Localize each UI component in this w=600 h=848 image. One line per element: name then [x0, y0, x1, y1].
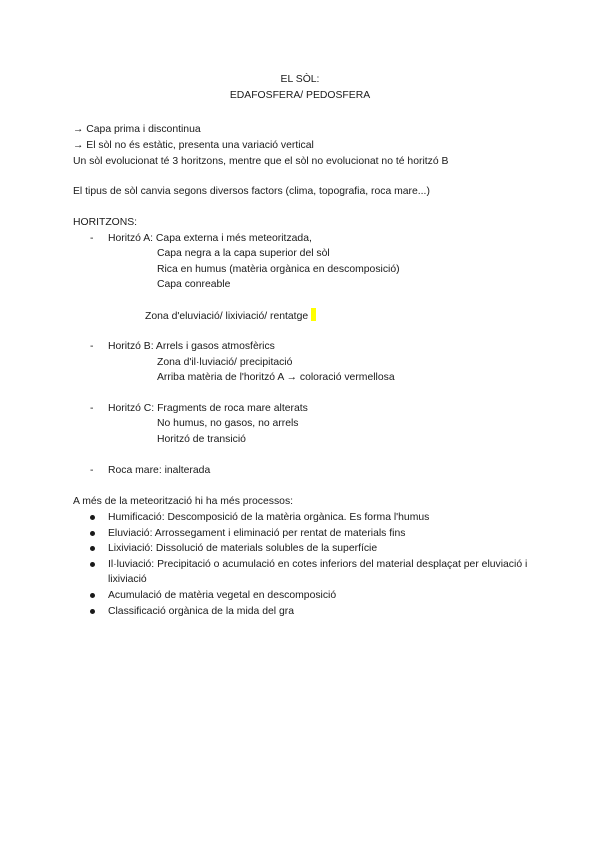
horizon-a-line-2: Rica en humus (matèria orgànica en descomposició) — [157, 264, 400, 275]
dash-marker: - — [90, 341, 94, 352]
horizon-b-line-2: Arriba matèria de l'horitzó A → coloració vermellosa — [157, 372, 395, 383]
process-item: Lixiviació: Dissolució de materials solubles de la superfície — [108, 543, 378, 554]
zone-text: Zona d'eluviació/ lixiviació/ rentatge — [145, 311, 309, 322]
horizon-a-zone — [145, 308, 316, 325]
horizon-c-title: Horitzó C: Fragments de roca mare alterats — [108, 403, 308, 414]
bullet-icon — [90, 562, 95, 567]
bullet-icon — [90, 515, 95, 520]
dash-marker: - — [90, 465, 94, 476]
horizon-b-line-1: Zona d'il·luviació/ precipitació — [157, 357, 293, 368]
horizon-a-line-1: Capa negra a la capa superior del sòl — [157, 248, 330, 259]
process-item: Il·luviació: Precipitació o acumulació en cotes inferiors del material desplaçat per eluviació i — [108, 559, 528, 570]
text-highlight — [311, 308, 316, 321]
horizon-c-line-1: No humus, no gasos, no arrels — [157, 418, 299, 429]
process-item-continuation: lixiviació — [108, 574, 147, 585]
intro-line-1: → Capa prima i discontinua — [73, 124, 201, 135]
bullet-icon — [90, 609, 95, 614]
roca-mare-text: Roca mare: inalterada — [108, 465, 211, 476]
horizon-a-line-3: Capa conreable — [157, 279, 231, 290]
title-line-1: EL SÒL: — [280, 74, 320, 85]
process-item: Humificació: Descomposició de la matèria orgànica. Es forma l'humus — [108, 512, 430, 523]
processes-heading: A més de la meteorització hi ha més processos: — [73, 496, 294, 507]
horizon-b-title: Horitzó B: Arrels i gasos atmosfèrics — [108, 341, 275, 352]
bullet-icon — [90, 531, 95, 536]
intro-line-2: → El sòl no és estàtic, presenta una variació vertical — [73, 140, 314, 151]
horizon-c-line-2: Horitzó de transició — [157, 434, 246, 445]
title-line-2: EDAFOSFERA/ PEDOSFERA — [229, 90, 371, 101]
process-item: Acumulació de matèria vegetal en descomposició — [108, 590, 337, 601]
factors-text: El tipus de sòl canvia segons diversos factors (clima, topografia, roca mare...) — [73, 186, 430, 197]
horizon-a-title: Horitzó A: Capa externa i més meteoritzada, — [108, 233, 312, 244]
bullet-icon — [90, 593, 95, 598]
horitzons-heading: HORITZONS: — [73, 217, 138, 228]
intro-line-3: Un sòl evolucionat té 3 horitzons, mentre que el sòl no evolucionat no té horitzó B — [73, 156, 449, 167]
bullet-icon — [90, 546, 95, 551]
dash-marker: - — [90, 403, 94, 414]
process-item: Classificació orgànica de la mida del gra — [108, 606, 294, 617]
process-item: Eluviació: Arrossegament i eliminació per rentat de materials fins — [108, 528, 406, 539]
dash-marker: - — [90, 233, 94, 244]
